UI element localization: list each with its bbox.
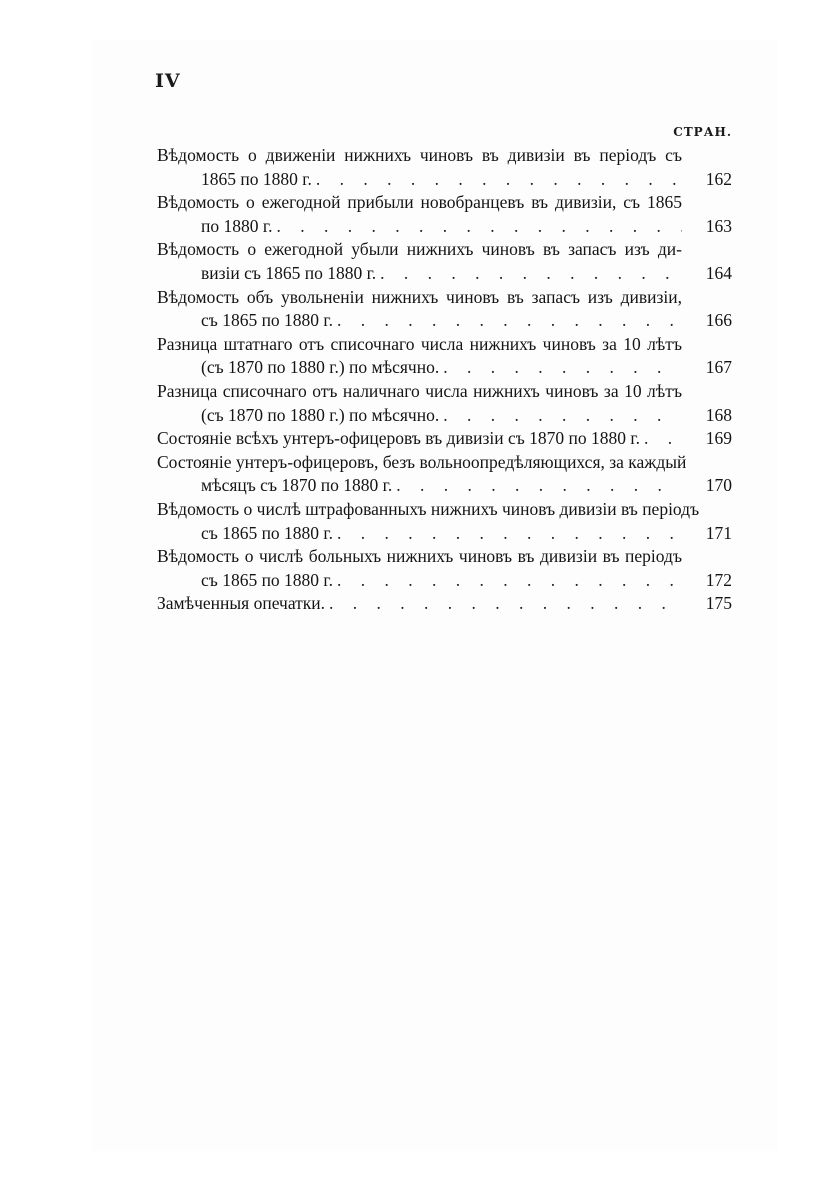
dot-leader bbox=[396, 474, 682, 498]
toc-entry-page: 175 bbox=[705, 593, 732, 614]
toc-entry-title-continued: 1865 по 1880 г. bbox=[201, 168, 312, 189]
toc-entry-title-continued: съ 1865 по 1880 г. bbox=[201, 310, 334, 331]
toc-entry bbox=[157, 498, 732, 545]
toc-entry-page: 170 bbox=[705, 475, 732, 496]
dot-leader bbox=[337, 569, 682, 593]
dot-leader bbox=[329, 592, 682, 616]
toc-entry-page: 162 bbox=[705, 168, 732, 189]
toc-entry bbox=[157, 427, 732, 451]
toc-entry-title-continued: (съ 1870 по 1880 г.) по мѣсячно. bbox=[201, 357, 440, 378]
toc-entry-title-continued: мѣсяцъ съ 1870 по 1880 г. bbox=[201, 475, 393, 496]
page-column-header: СТРАН. bbox=[673, 125, 732, 139]
toc-entry-title-continued: съ 1865 по 1880 г. bbox=[201, 569, 334, 590]
page-number: IV bbox=[155, 70, 181, 92]
toc-entry-title: Разница штатнаго отъ списочнаго числа нижнихъ чиновъ за 10 лѣтъ bbox=[157, 333, 682, 354]
toc-entry-title-continued: по 1880 г. bbox=[201, 215, 273, 236]
toc-entry-title: Состоянiе унтеръ-офицеровъ, безъ вольноопредѣляющихся, за каждый bbox=[157, 451, 687, 472]
dot-leader bbox=[644, 427, 682, 451]
dot-leader bbox=[380, 262, 682, 286]
toc-entry-page: 172 bbox=[705, 569, 732, 590]
dot-leader bbox=[276, 215, 682, 239]
dot-leader bbox=[337, 309, 682, 333]
toc-entry bbox=[157, 545, 732, 592]
toc-entry-title-continued: съ 1865 по 1880 г. bbox=[201, 522, 334, 543]
toc-entry bbox=[157, 286, 732, 333]
toc-entry bbox=[157, 238, 732, 285]
toc-entry-title-continued: (съ 1870 по 1880 г.) по мѣсячно. bbox=[201, 404, 440, 425]
toc-entry bbox=[157, 592, 732, 616]
toc-entry-title: Замѣченныя опечатки. bbox=[157, 593, 326, 614]
table-of-contents bbox=[157, 144, 732, 616]
toc-entry bbox=[157, 191, 732, 238]
toc-entry-page: 166 bbox=[705, 310, 732, 331]
toc-entry bbox=[157, 380, 732, 427]
dot-leader bbox=[443, 404, 682, 428]
toc-entry-title: Разница списочнаго отъ наличнаго числа нижнихъ чиновъ за 10 лѣтъ bbox=[157, 380, 682, 401]
dot-leader bbox=[337, 522, 682, 546]
toc-entry-title: Вѣдомость о числѣ больныхъ нижнихъ чиновъ въ дивизiи въ перiодъ bbox=[157, 546, 682, 567]
toc-entry-title: Вѣдомость о числѣ штрафованныхъ нижнихъ чиновъ дивизiи въ перiодъ bbox=[157, 498, 700, 519]
toc-entry-page: 163 bbox=[705, 215, 732, 236]
toc-entry-title: Вѣдомость о ежегодной убыли нижнихъ чиновъ въ запасъ изъ ди- bbox=[157, 239, 682, 260]
toc-entry-page: 167 bbox=[705, 357, 732, 378]
toc-entry-page: 168 bbox=[705, 404, 732, 425]
toc-entry bbox=[157, 451, 732, 498]
toc-entry bbox=[157, 333, 732, 380]
toc-entry-page: 171 bbox=[705, 522, 732, 543]
toc-entry bbox=[157, 144, 732, 191]
toc-entry-title: Вѣдомость о движенiи нижнихъ чиновъ въ дивизiи въ перiодъ съ bbox=[157, 145, 682, 165]
dot-leader bbox=[443, 356, 682, 380]
toc-entry-page: 164 bbox=[705, 262, 732, 283]
toc-entry-title: Состоянiе всѣхъ унтеръ-офицеровъ въ дивизiи съ 1870 по 1880 г. bbox=[157, 428, 640, 449]
dot-leader bbox=[316, 168, 682, 192]
toc-entry-title: Вѣдомость объ увольненiи нижнихъ чиновъ въ запасъ изъ дивизiи, bbox=[157, 286, 682, 307]
toc-entry-title-continued: визiи съ 1865 по 1880 г. bbox=[201, 262, 377, 283]
toc-entry-page: 169 bbox=[705, 428, 732, 449]
toc-entry-title: Вѣдомость о ежегодной прибыли новобранцевъ въ дивизiи, съ 1865 bbox=[157, 192, 682, 213]
